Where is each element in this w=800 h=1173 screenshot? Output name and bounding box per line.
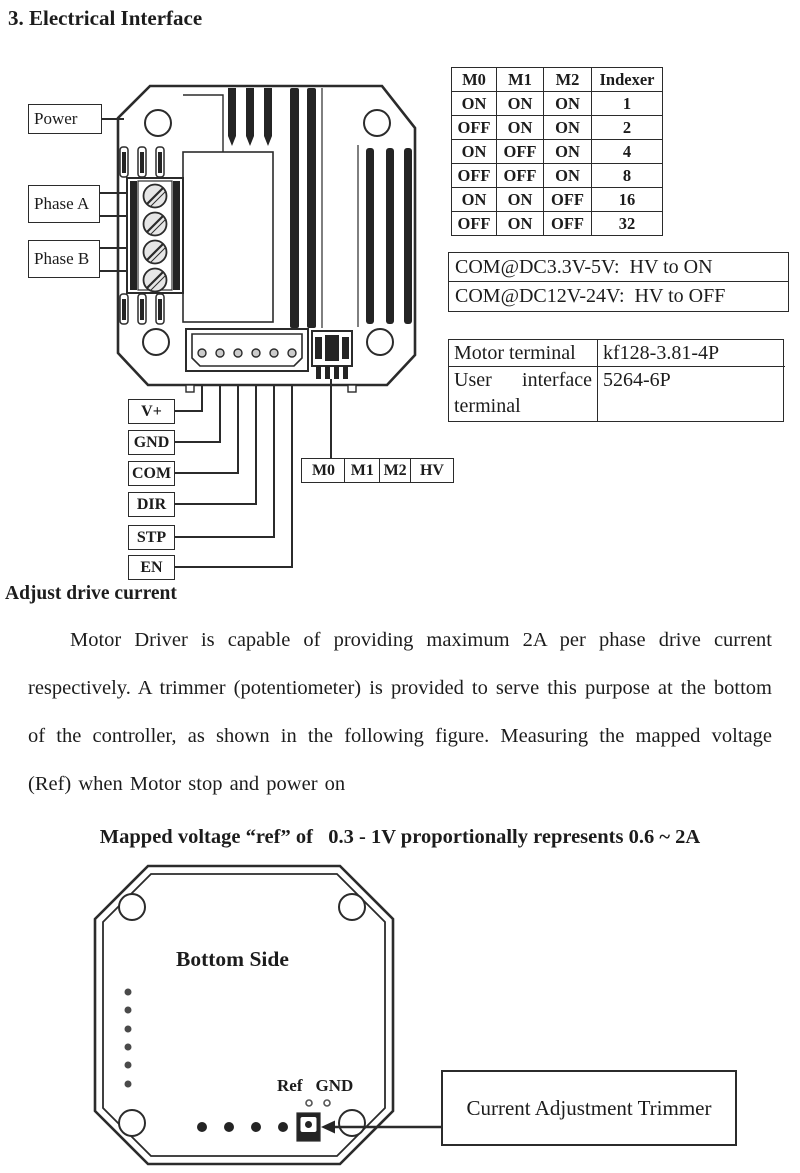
adjust-drive-current-heading: Adjust drive current [5, 583, 177, 604]
phase-a-label-box: Phase A [28, 185, 100, 223]
terminal-value: 5264-6P [603, 369, 671, 391]
indexer-cell: ON [452, 140, 497, 164]
terminal-name: User interface terminal [449, 367, 598, 421]
driver-bottom-view [95, 866, 441, 1164]
indexer-cell: ON [452, 92, 497, 116]
pin-label-dir: DIR [128, 492, 175, 517]
indexer-cell: ON [452, 188, 497, 212]
pin-label-com: COM [128, 461, 175, 486]
terminals-table [448, 339, 784, 422]
indexer-cell: OFF [452, 212, 497, 236]
indexer-header-row [452, 68, 663, 92]
indexer-cell: ON [497, 188, 544, 212]
com-level-line: COM@DC12V-24V: HV to OFF [455, 285, 726, 307]
mode-label-hv: HV [410, 458, 454, 483]
indexer-cell: OFF [544, 212, 592, 236]
pin-label-gnd: GND [128, 430, 175, 455]
indexer-cell: 2 [592, 116, 663, 140]
mode-label-m0: M0 [301, 458, 346, 483]
indexer-cell: OFF [497, 164, 544, 188]
pin-label-vplus: V+ [128, 399, 175, 424]
ref-label: Ref [277, 1076, 303, 1095]
page-title: 3. Electrical Interface [8, 6, 203, 30]
indexer-cell: 32 [592, 212, 663, 236]
bottom-side-label: Bottom Side [176, 947, 289, 971]
com-level-line: COM@DC3.3V-5V: HV to ON [449, 253, 788, 282]
indexer-row [452, 164, 663, 188]
gnd-label: GND [315, 1076, 354, 1095]
indexer-cell: 1 [592, 92, 663, 116]
indexer-cell: ON [497, 212, 544, 236]
mapped-voltage-note: Mapped voltage “ref” of 0.3 - 1V proportionally represents 0.6 ~ 2A [99, 826, 701, 848]
indexer-cell: 4 [592, 140, 663, 164]
indexer-row [452, 188, 663, 212]
indexer-header-indexer: Indexer [592, 68, 663, 92]
indexer-row [452, 140, 663, 164]
indexer-cell: ON [544, 116, 592, 140]
terminal-value: kf128-3.81-4P [598, 340, 785, 367]
phase-b-label-box: Phase B [28, 240, 100, 278]
pcb-plate [183, 152, 273, 322]
power-label-box: Power [28, 104, 102, 134]
indexer-cell: OFF [452, 164, 497, 188]
indexer-header-m2: M2 [544, 68, 592, 92]
pin-label-stp: STP [128, 525, 175, 550]
indexer-cell: ON [497, 116, 544, 140]
indexer-cell: OFF [452, 116, 497, 140]
terminal-name: Motor terminal [449, 340, 598, 367]
indexer-cell: OFF [497, 140, 544, 164]
com-levels-box [448, 252, 789, 312]
mode-label-m2: M2 [379, 458, 412, 483]
mode-pin-row [301, 458, 454, 483]
indexer-cell: ON [544, 92, 592, 116]
terminal-block [127, 178, 183, 293]
indexer-row [452, 116, 663, 140]
indexer-cell: ON [544, 140, 592, 164]
user-interface-connector [186, 329, 308, 371]
indexer-cell: 16 [592, 188, 663, 212]
body-paragraph: Motor Driver is capable of providing maximum 2A per phase drive current respectively. A trimmer (potentiometer) is provided to serve this purpose at the bottom of the controller, as shown in the following figure. Measuring the mapped voltage (Ref) when Motor stop and power on [28, 629, 772, 795]
indexer-cell: 8 [592, 164, 663, 188]
indexer-cell: ON [497, 92, 544, 116]
indexer-table [451, 67, 663, 236]
indexer-cell: OFF [544, 188, 592, 212]
indexer-row [452, 212, 663, 236]
ref-gnd-labels [277, 1076, 353, 1096]
current-adjustment-trimmer-callout: Current Adjustment Trimmer [441, 1070, 737, 1146]
indexer-cell: ON [544, 164, 592, 188]
pin-label-en: EN [128, 555, 175, 580]
indexer-header-m0: M0 [452, 68, 497, 92]
indexer-header-m1: M1 [497, 68, 544, 92]
mode-label-m1: M1 [344, 458, 380, 483]
current-trimmer [297, 1113, 320, 1141]
indexer-row [452, 92, 663, 116]
